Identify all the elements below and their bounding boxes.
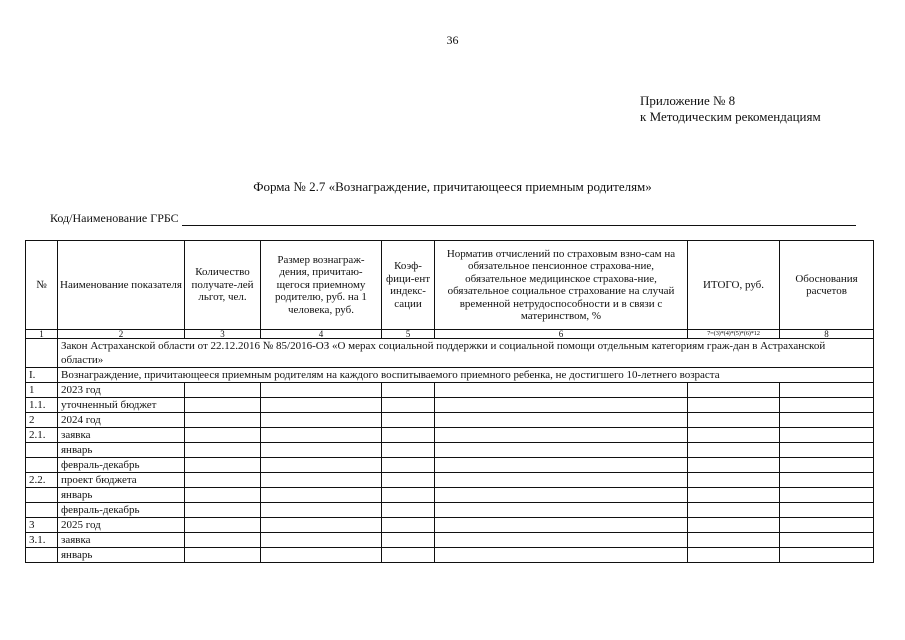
input-cell[interactable] [780, 383, 874, 398]
table-row [26, 383, 874, 398]
input-cell[interactable] [688, 413, 780, 428]
table-row [26, 428, 874, 443]
input-cell[interactable] [780, 518, 874, 533]
input-cell[interactable] [435, 443, 688, 458]
input-cell[interactable] [382, 548, 435, 563]
input-cell[interactable] [261, 458, 382, 473]
row-number: 2.2. [26, 473, 58, 488]
input-cell[interactable] [382, 398, 435, 413]
input-cell[interactable] [382, 488, 435, 503]
input-cell[interactable] [688, 473, 780, 488]
row-number: 1.1. [26, 398, 58, 413]
column-number: 1 [26, 330, 58, 339]
row-indicator-name: январь [58, 488, 185, 503]
input-cell[interactable] [780, 428, 874, 443]
header-justification: Обоснования расчетов [780, 241, 874, 330]
input-cell[interactable] [261, 473, 382, 488]
row-number [26, 443, 58, 458]
input-cell[interactable] [382, 503, 435, 518]
row-indicator-name: заявка [58, 533, 185, 548]
row-number: 1 [26, 383, 58, 398]
appendix-line-1: Приложение № 8 [640, 93, 736, 108]
input-cell[interactable] [185, 518, 261, 533]
input-cell[interactable] [261, 443, 382, 458]
header-insurance-rate: Норматив отчислений по страховым взно-сам на обязательное пенсионное страхова-ние, обязательное медицинское страхова-ние, обязательное социальное страхование на случай временной нетрудоспособности и в связи с материнством, % [435, 241, 688, 330]
input-cell[interactable] [185, 488, 261, 503]
input-cell[interactable] [382, 518, 435, 533]
input-cell[interactable] [688, 488, 780, 503]
input-cell[interactable] [261, 548, 382, 563]
input-cell[interactable] [688, 428, 780, 443]
input-cell[interactable] [382, 413, 435, 428]
input-cell[interactable] [780, 488, 874, 503]
row-number: 3.1. [26, 533, 58, 548]
table-row [26, 518, 874, 533]
input-cell[interactable] [435, 413, 688, 428]
input-cell[interactable] [780, 413, 874, 428]
row-number: 2 [26, 413, 58, 428]
row-indicator-name: январь [58, 548, 185, 563]
input-cell[interactable] [435, 533, 688, 548]
row-number: 2.1. [26, 428, 58, 443]
table-header-row [26, 241, 874, 330]
row-number: 3 [26, 518, 58, 533]
table-row [26, 503, 874, 518]
column-number: 6 [435, 330, 688, 339]
grbs-fill-line[interactable] [182, 212, 856, 226]
reward-table [25, 240, 874, 563]
input-cell[interactable] [688, 533, 780, 548]
input-cell[interactable] [688, 443, 780, 458]
column-number: 5 [382, 330, 435, 339]
input-cell[interactable] [435, 428, 688, 443]
input-cell[interactable] [185, 383, 261, 398]
input-cell[interactable] [435, 488, 688, 503]
input-cell[interactable] [688, 503, 780, 518]
input-cell[interactable] [688, 398, 780, 413]
input-cell[interactable] [185, 503, 261, 518]
form-title: Форма № 2.7 «Вознаграждение, причитающееся приемным родителям» [253, 179, 652, 194]
input-cell[interactable] [185, 458, 261, 473]
input-cell[interactable] [780, 443, 874, 458]
input-cell[interactable] [382, 473, 435, 488]
input-cell[interactable] [688, 548, 780, 563]
page-number: 36 [446, 33, 459, 47]
input-cell[interactable] [261, 518, 382, 533]
input-cell[interactable] [435, 383, 688, 398]
section-text: Вознаграждение, причитающееся приемным родителям на каждого воспитываемого приемного ребенка, не достигшего 10-летнего возраста [58, 368, 874, 383]
input-cell[interactable] [435, 473, 688, 488]
row-number [26, 458, 58, 473]
table-row [26, 443, 874, 458]
input-cell[interactable] [382, 443, 435, 458]
row-indicator-name: 2023 год [58, 383, 185, 398]
table-row [26, 413, 874, 428]
table-row [26, 533, 874, 548]
input-cell[interactable] [185, 533, 261, 548]
header-index-coefficient: Коэф-фици-ент индекс-сации [382, 241, 435, 330]
row-indicator-name: февраль-декабрь [58, 503, 185, 518]
row-indicator-name: 2025 год [58, 518, 185, 533]
header-recipients-count: Количество получате-лей льгот, чел. [185, 241, 261, 330]
row-indicator-name: проект бюджета [58, 473, 185, 488]
input-cell[interactable] [261, 398, 382, 413]
input-cell[interactable] [185, 413, 261, 428]
header-reward-amount: Размер вознаграж-дения, причитаю-щегося приемному родителю, руб. на 1 человека, руб. [261, 241, 382, 330]
section-row [26, 368, 874, 383]
table-row [26, 458, 874, 473]
header-number: № [26, 241, 58, 330]
row-indicator-name: 2024 год [58, 413, 185, 428]
input-cell[interactable] [780, 548, 874, 563]
input-cell[interactable] [261, 413, 382, 428]
input-cell[interactable] [688, 383, 780, 398]
header-total: ИТОГО, руб. [688, 241, 780, 330]
row-indicator-name: январь [58, 443, 185, 458]
column-number-formula: 7=(3)*(4)*(5)*(6)*12 [688, 330, 780, 339]
law-row [26, 339, 874, 368]
input-cell[interactable] [435, 503, 688, 518]
grbs-label: Код/Наименование ГРБС [50, 211, 179, 225]
row-number [26, 488, 58, 503]
appendix-caption [640, 93, 821, 125]
input-cell[interactable] [435, 398, 688, 413]
input-cell[interactable] [185, 398, 261, 413]
column-number: 2 [58, 330, 185, 339]
input-cell[interactable] [780, 533, 874, 548]
input-cell[interactable] [261, 488, 382, 503]
header-indicator-name: Наименование показателя [58, 241, 185, 330]
table-row [26, 398, 874, 413]
row-number [26, 503, 58, 518]
input-cell[interactable] [688, 518, 780, 533]
column-number: 3 [185, 330, 261, 339]
input-cell[interactable] [780, 458, 874, 473]
input-cell[interactable] [185, 548, 261, 563]
column-number: 4 [261, 330, 382, 339]
input-cell[interactable] [382, 533, 435, 548]
column-numbers-row [26, 330, 874, 339]
column-number: 8 [780, 330, 874, 339]
law-number-cell [26, 339, 58, 368]
input-cell[interactable] [185, 428, 261, 443]
row-indicator-name: заявка [58, 428, 185, 443]
section-number: I. [26, 368, 58, 383]
input-cell[interactable] [780, 473, 874, 488]
grbs-field [50, 211, 856, 226]
input-cell[interactable] [261, 503, 382, 518]
input-cell[interactable] [435, 548, 688, 563]
appendix-line-2: к Методическим рекомендациям [640, 109, 821, 124]
input-cell[interactable] [261, 533, 382, 548]
row-indicator-name: уточненный бюджет [58, 398, 185, 413]
table-row [26, 548, 874, 563]
table-row [26, 473, 874, 488]
input-cell[interactable] [780, 503, 874, 518]
input-cell[interactable] [382, 383, 435, 398]
input-cell[interactable] [688, 458, 780, 473]
input-cell[interactable] [435, 458, 688, 473]
input-cell[interactable] [261, 383, 382, 398]
input-cell[interactable] [780, 398, 874, 413]
input-cell[interactable] [382, 428, 435, 443]
table-row [26, 488, 874, 503]
input-cell[interactable] [382, 458, 435, 473]
input-cell[interactable] [185, 473, 261, 488]
input-cell[interactable] [261, 428, 382, 443]
row-number [26, 548, 58, 563]
row-indicator-name: февраль-декабрь [58, 458, 185, 473]
input-cell[interactable] [435, 518, 688, 533]
input-cell[interactable] [185, 443, 261, 458]
law-text: Закон Астраханской области от 22.12.2016 № 85/2016-ОЗ «О мерах социальной поддержки и социальной помощи отдельным категориям граж-дан в Астраханской области» [58, 339, 874, 368]
